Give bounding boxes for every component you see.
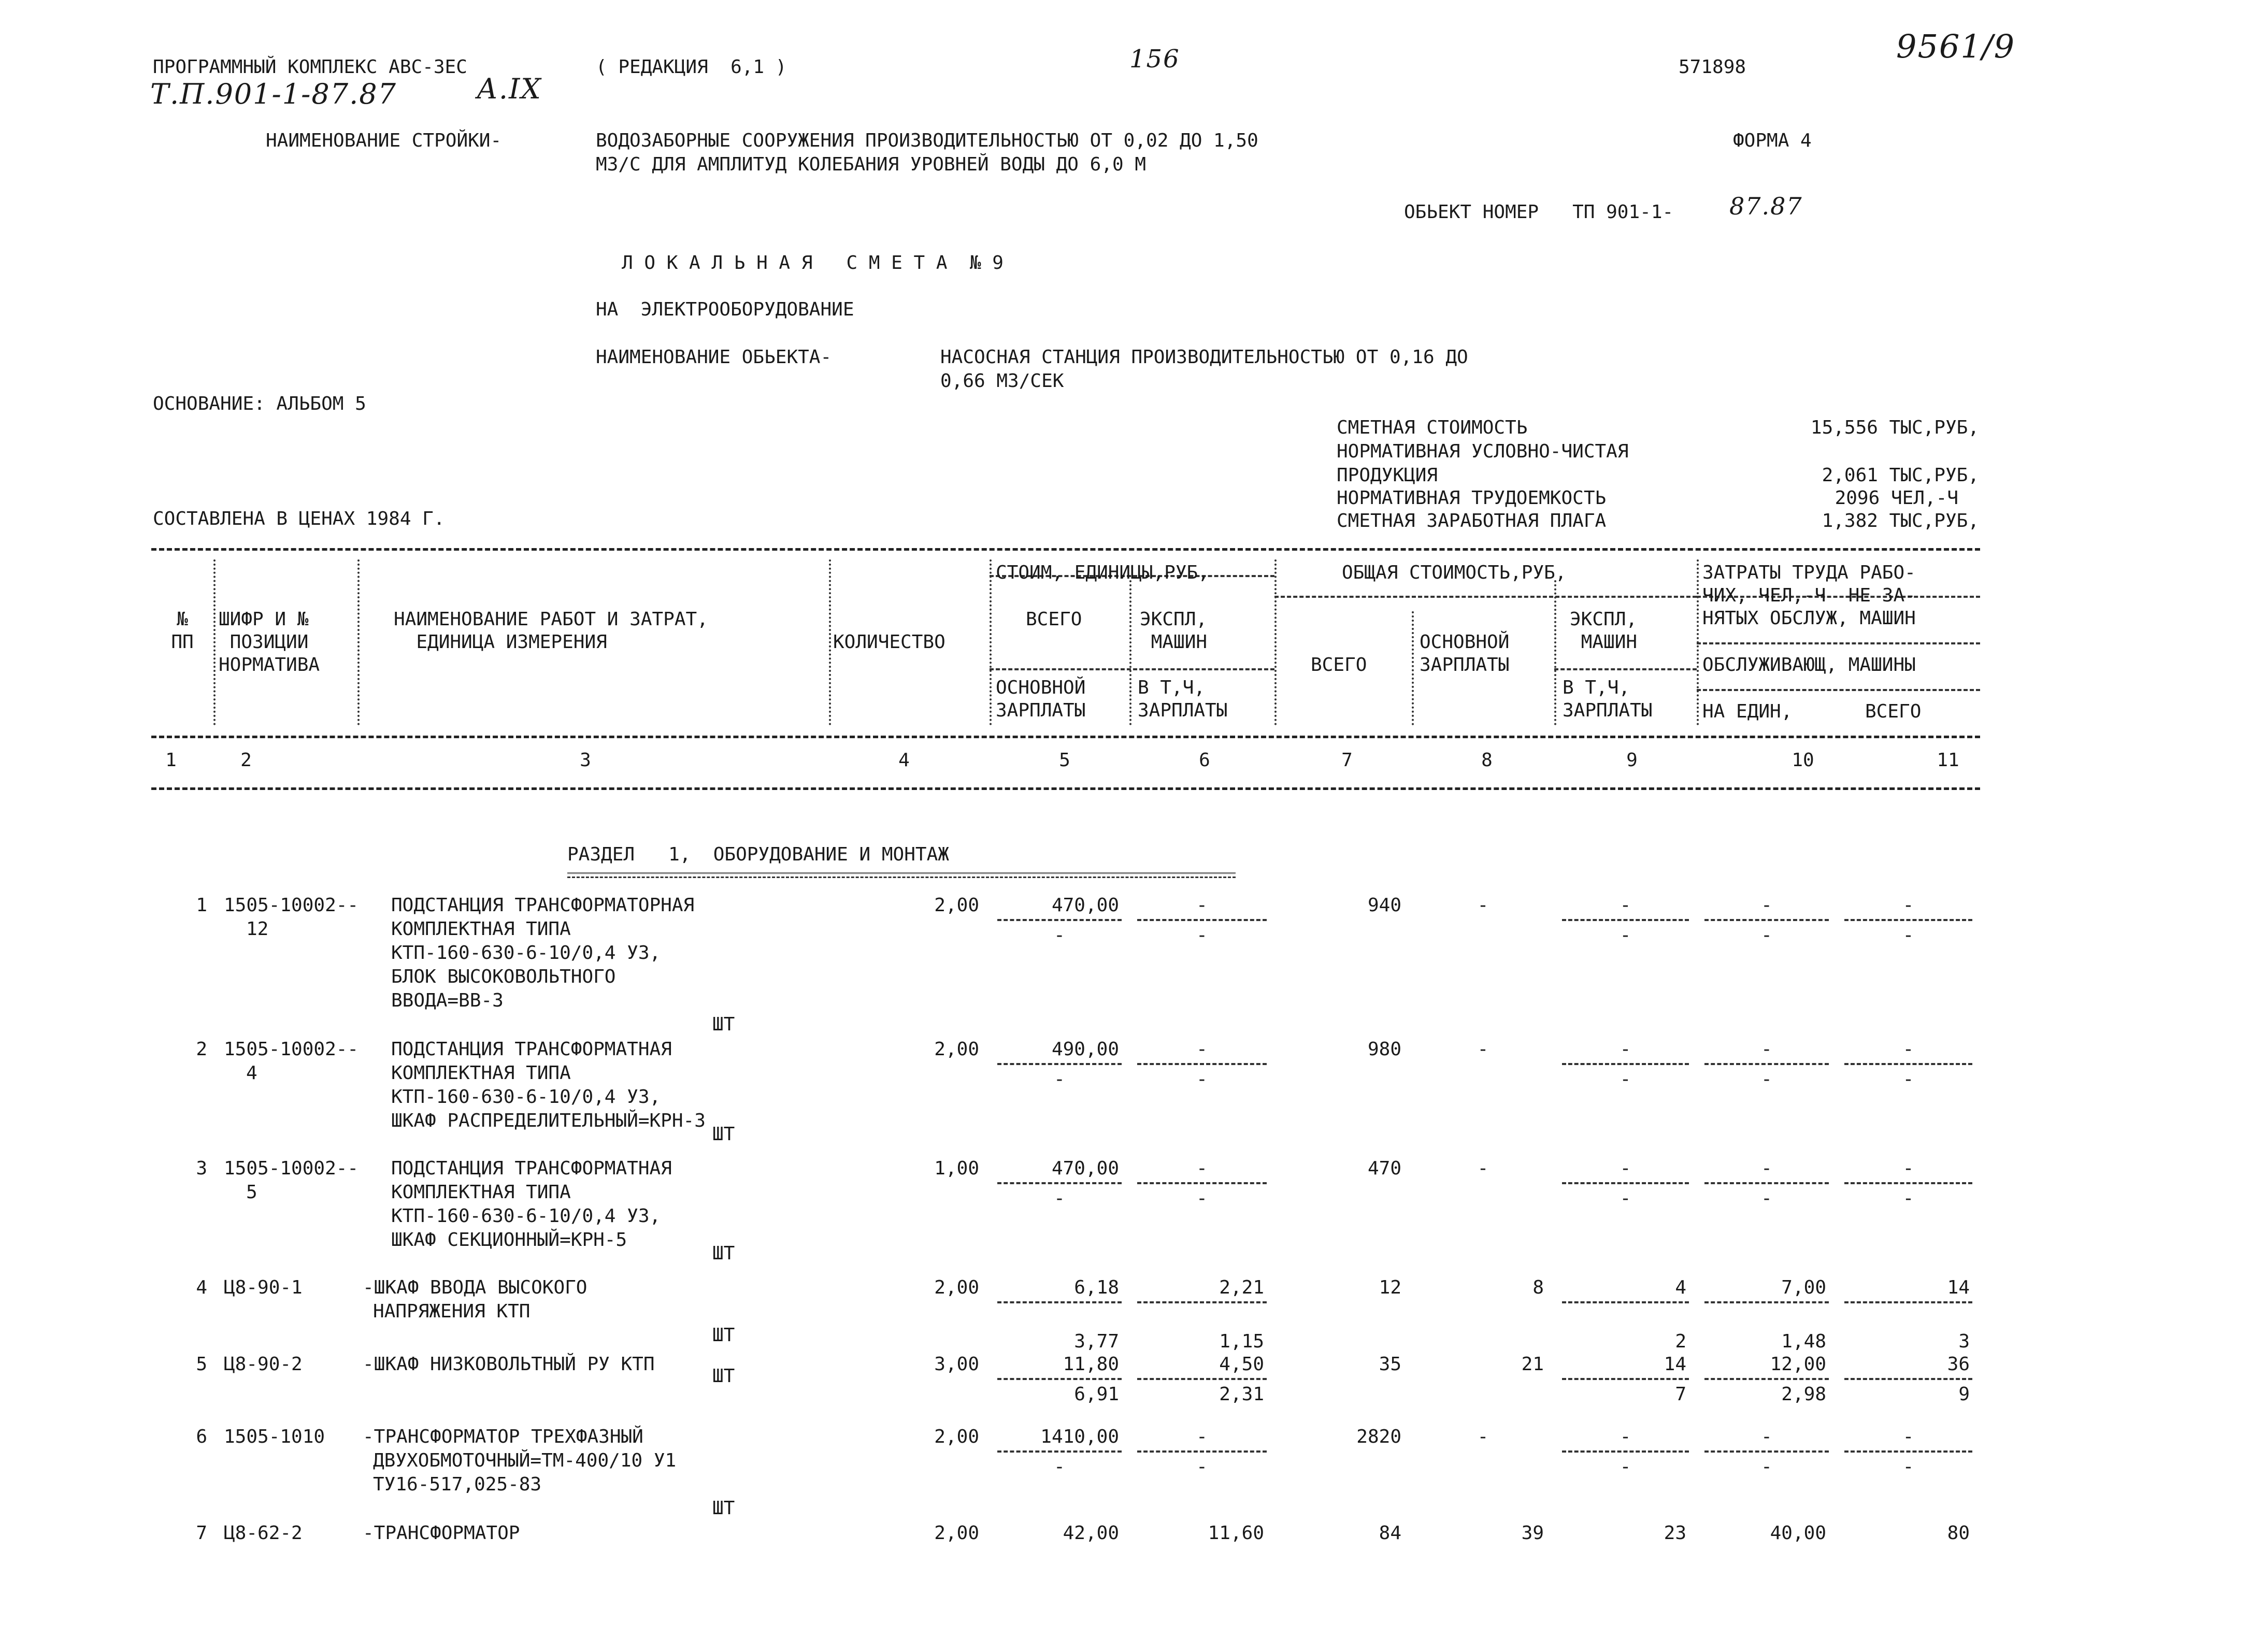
prices-year: СОСТАВЛЕНА В ЦЕНАХ 1984 Г. [153,508,445,529]
row-unit: ШТ [712,1498,735,1519]
row-mach: - [1196,1158,1208,1179]
estimate-subject: НА ЭЛЕКТРООБОРУДОВАНИЕ [596,299,854,320]
row-qty: 2,00 [934,895,979,916]
cell-rule [997,919,1122,921]
row-price: 470,00 [1051,895,1119,916]
row-code: Ц8-62-2 [224,1522,303,1544]
row-unit: ШТ [712,1014,735,1035]
row-qty: 3,00 [934,1354,979,1375]
row-tmach: 23 [1664,1522,1686,1544]
row-lunit: - [1761,1456,1772,1477]
header-sub-rule [1697,689,1980,691]
row-price: 6,91 [1074,1384,1119,1405]
row-name: КОМПЛЕКТНАЯ ТИПА [391,1182,571,1203]
summary-label-3: ПРОДУКЦИЯ [1337,465,1438,486]
summary-value-3: 2,061 ТЫС,РУБ, [1822,465,1979,486]
column-number: 1 [165,750,177,771]
summary-label-4: НОРМАТИВНАЯ ТРУДОЕМКОСТЬ [1337,487,1607,509]
page-number: 156 [1129,45,1180,74]
row-unit: ШТ [712,1243,735,1264]
row-mach: - [1196,895,1208,916]
cell-rule [1844,1301,1972,1303]
handwritten-tp: Т.П.901-1-87.87 [150,78,397,110]
basis: ОСНОВАНИЕ: АЛЬБОМ 5 [153,393,366,414]
row-base: 39 [1521,1522,1544,1544]
cell-rule [1562,1378,1689,1380]
row-lunit: - [1761,1158,1772,1179]
summary-label-5: СМЕТНАЯ ЗАРАБОТНАЯ ПЛАГА [1337,510,1607,531]
row-price: - [1054,925,1065,946]
column-number: 8 [1481,750,1493,771]
row-name: КОМПЛЕКТНАЯ ТИПА [391,918,571,940]
col-header-labor: ЗАТРАТЫ ТРУДА РАБО- ЧИХ, ЧЕЛ,-Ч НЕ ЗА- НЯТЫХ ОБСЛУЖ, МАШИН [1702,562,1916,629]
row-tmach: - [1620,925,1631,946]
row-ltotal: - [1902,1039,1914,1060]
column-number: 7 [1341,750,1353,771]
row-total: 12 [1379,1277,1401,1298]
construction-line1: ВОДОЗАБОРНЫЕ СООРУЖЕНИЯ ПРОИЗВОДИТЕЛЬНОСТЬЮ ОТ 0,02 ДО 1,50 [596,130,1258,151]
object-line1: НАСОСНАЯ СТАНЦИЯ ПРОИЗВОДИТЕЛЬНОСТЬЮ ОТ 0,16 ДО [940,347,1468,368]
column-number: 10 [1792,750,1814,771]
column-number: 2 [240,750,252,771]
row-mach: - [1196,1039,1208,1060]
row-tmach: 2 [1675,1331,1686,1352]
row-base: - [1477,895,1489,916]
row-tmach: - [1620,1456,1631,1477]
row-qty: 2,00 [934,1522,979,1544]
row-ltotal: 9 [1958,1384,1970,1405]
col-header-n: № ПП [171,609,194,653]
cell-rule [1137,919,1267,921]
row-tmach: - [1620,1188,1631,1209]
cell-rule [997,1063,1122,1065]
row-lunit: - [1761,1069,1772,1090]
object-number-handwritten: 87.87 [1729,192,1803,220]
row-ltotal: - [1902,895,1914,916]
cell-rule [1704,1063,1829,1065]
row-name: -ТРАНСФОРМАТОР [363,1522,520,1544]
row-mach: 11,60 [1208,1522,1264,1544]
row-number: 2 [196,1039,207,1060]
edition: ( РЕДАКЦИЯ 6,1 ) [596,56,787,78]
row-name: -ШКАФ НИЗКОВОЛЬТНЫЙ РУ КТП [363,1354,655,1375]
row-ltotal: - [1902,1188,1914,1209]
col-header-unit-incl-wage: В Т,Ч, ЗАРПЛАТЫ [1138,677,1228,721]
row-name: БЛОК ВЫСОКОВОЛЬТНОГО [391,966,616,987]
row-total: 84 [1379,1522,1401,1544]
row-qty: 2,00 [934,1426,979,1447]
row-name: -ШКАФ ВВОДА ВЫСОКОГО [363,1277,588,1298]
row-lunit: 1,48 [1781,1331,1826,1352]
header-sub-rule [1274,596,1697,598]
row-number: 4 [196,1277,207,1298]
row-name: ВВОДА=ВВ-3 [391,990,504,1011]
col-header-total-incl-wage: В Т,Ч, ЗАРПЛАТЫ [1563,677,1653,721]
row-total: 35 [1379,1354,1401,1375]
col-sep [829,559,831,725]
row-mach: - [1196,1426,1208,1447]
cell-rule [1137,1063,1267,1065]
row-price: 42,00 [1063,1522,1119,1544]
row-total: 980 [1367,1039,1401,1060]
row-qty: 2,00 [934,1277,979,1298]
row-lunit: - [1761,1426,1772,1447]
cell-rule [1562,919,1689,921]
row-base: 21 [1521,1354,1544,1375]
row-code: 1505-10002-- [224,1158,359,1179]
cell-rule [1844,919,1972,921]
row-unit: ШТ [712,1366,735,1387]
handwritten-album: А.IX [477,73,542,105]
row-tmach: 4 [1675,1277,1686,1298]
row-lunit: 12,00 [1770,1354,1826,1375]
col-header-labor-unit: НА ЕДИН, [1702,701,1793,722]
row-price: - [1054,1456,1065,1477]
row-number: 6 [196,1426,207,1447]
col-header-total-machines: ЭКСПЛ, МАШИН [1570,609,1638,653]
cell-rule [1137,1182,1267,1184]
row-ltotal: - [1902,1069,1914,1090]
row-name: КТП-160-630-6-10/0,4 У3, [391,1205,661,1227]
summary-value-1: 15,556 ТЫС,РУБ, [1810,417,1979,438]
col-sep [213,559,216,725]
cell-rule [1562,1182,1689,1184]
col-header-unit-cost: СТОИМ, ЕДИНИЦЫ,РУБ, [996,562,1209,583]
cell-rule [1137,1301,1267,1303]
summary-label-1: СМЕТНАЯ СТОИМОСТЬ [1337,417,1528,438]
cell-rule [1137,1450,1267,1453]
cell-rule [1704,1378,1829,1380]
row-number: 3 [196,1158,207,1179]
row-total: 470 [1367,1158,1401,1179]
header-top-rule [151,548,1980,551]
col-header-unit-base-wage: ОСНОВНОЙ ЗАРПЛАТЫ [996,677,1086,721]
row-lunit: 7,00 [1781,1277,1826,1298]
header-bottom-rule [151,787,1980,790]
col-sep [1412,611,1414,725]
column-number: 9 [1626,750,1638,771]
column-number: 3 [580,750,591,771]
program-name: ПРОГРАММНЫЙ КОМПЛЕКС АВС-3ЕС [153,56,467,78]
cell-rule [1704,1301,1829,1303]
row-code-cont: 4 [246,1062,257,1084]
row-mach: - [1196,1188,1208,1209]
row-mach: - [1196,925,1208,946]
row-tmach: 14 [1664,1354,1686,1375]
col-header-total-base-wage: ОСНОВНОЙ ЗАРПЛАТЫ [1420,631,1510,676]
row-code: 1505-10002-- [224,895,359,916]
header-sub-rule [1697,642,1980,644]
cell-rule [1844,1378,1972,1380]
row-lunit: - [1761,1188,1772,1209]
cell-rule [1137,1378,1267,1380]
section-underline [567,872,1236,878]
row-mach: - [1196,1456,1208,1477]
cell-rule [997,1301,1122,1303]
row-ltotal: - [1902,1158,1914,1179]
col-header-code: ШИФР И № ПОЗИЦИИ НОРМАТИВА [219,609,320,676]
cell-rule [1704,1182,1829,1184]
row-ltotal: - [1902,1426,1914,1447]
row-name: -ТРАНСФОРМАТОР ТРЕХФАЗНЫЙ [363,1426,643,1447]
cell-rule [997,1450,1122,1453]
cell-rule [1562,1063,1689,1065]
row-name: ШКАФ РАСПРЕДЕЛИТЕЛЬНЫЙ=КРН-3 [391,1110,706,1131]
row-ltotal: - [1902,925,1914,946]
row-code: Ц8-90-2 [224,1354,303,1375]
cell-rule [1704,1450,1829,1453]
cell-rule [1562,1301,1689,1303]
row-price: 470,00 [1051,1158,1119,1179]
cell-rule [997,1378,1122,1380]
col-sep [1554,580,1556,725]
row-name: ШКАФ СЕКЦИОННЫЙ=КРН-5 [391,1229,627,1251]
row-qty: 1,00 [934,1158,979,1179]
row-code: 1505-10002-- [224,1039,359,1060]
row-tmach: - [1620,1426,1631,1447]
row-ltotal: - [1902,1456,1914,1477]
col-header-total-cost: ОБЩАЯ СТОИМОСТЬ,РУБ, [1342,562,1567,583]
col-sep [1129,580,1131,725]
construction-label: НАИМЕНОВАНИЕ СТРОЙКИ- [266,130,502,151]
row-lunit: - [1761,895,1772,916]
object-number-label: ОБЬЕКТ НОМЕР ТП 901-1- [1404,202,1674,223]
row-name: ПОДСТАНЦИЯ ТРАНСФОРМАТНАЯ [391,1158,672,1179]
row-name: ДВУХОБМОТОЧНЫЙ=ТМ-400/10 У1 [373,1450,677,1471]
row-name: ПОДСТАНЦИЯ ТРАНСФОРМАТНАЯ [391,1039,672,1060]
row-name: ПОДСТАНЦИЯ ТРАНСФОРМАТОРНАЯ [391,895,695,916]
row-name: КТП-160-630-6-10/0,4 У3, [391,1086,661,1108]
row-number: 1 [196,895,207,916]
object-line2: 0,66 М3/СЕК [940,370,1064,392]
row-code: Ц8-90-1 [224,1277,303,1298]
column-number: 6 [1199,750,1210,771]
header-sub-rule [990,668,1274,670]
col-sep [1274,559,1277,725]
row-mach: 1,15 [1219,1331,1264,1352]
row-qty: 2,00 [934,1039,979,1060]
col-sep [357,559,360,725]
cell-rule [1704,919,1829,921]
row-unit: ШТ [712,1325,735,1346]
row-code-cont: 5 [246,1182,257,1203]
col-header-qty: КОЛИЧЕСТВО [833,631,945,653]
row-code-cont: 12 [246,918,269,940]
cell-rule [1844,1450,1972,1453]
row-base: - [1477,1158,1489,1179]
row-lunit: 2,98 [1781,1384,1826,1405]
cell-rule [1844,1182,1972,1184]
row-mach: 2,31 [1219,1384,1264,1405]
form-label: ФОРМА 4 [1733,130,1812,151]
row-price: - [1054,1069,1065,1090]
summary-label-2: НОРМАТИВНАЯ УСЛОВНО-ЧИСТАЯ [1337,441,1629,462]
row-price: - [1054,1188,1065,1209]
row-ltotal: 3 [1958,1331,1970,1352]
row-lunit: - [1761,925,1772,946]
row-base: - [1477,1039,1489,1060]
row-name: КОМПЛЕКТНАЯ ТИПА [391,1062,571,1084]
header-sub-rule [1554,668,1697,670]
row-number: 5 [196,1354,207,1375]
row-code: 1505-1010 [224,1426,325,1447]
doc-code: 571898 [1679,56,1746,78]
column-number: 4 [898,750,910,771]
row-lunit: 40,00 [1770,1522,1826,1544]
row-price: 3,77 [1074,1331,1119,1352]
construction-line2: М3/С ДЛЯ АМПЛИТУД КОЛЕБАНИЯ УРОВНЕЙ ВОДЫ ДО 6,0 М [596,154,1147,175]
row-total: 2820 [1356,1426,1401,1447]
row-price: 490,00 [1051,1039,1119,1060]
column-number: 11 [1937,750,1959,771]
col-header-labor-total: ВСЕГО [1865,701,1922,722]
col-sep [990,559,992,725]
col-header-unit-total: ВСЕГО [1026,609,1082,630]
row-mach: 2,21 [1219,1277,1264,1298]
row-name: НАПРЯЖЕНИЯ КТП [373,1301,531,1322]
estimate-title: Л О К А Л Ь Н А Я С М Е Т А № 9 [622,252,1004,274]
cell-rule [1562,1450,1689,1453]
row-tmach: - [1620,1069,1631,1090]
col-header-labor-service: ОБСЛУЖИВАЮЩ, МАШИНЫ [1702,654,1916,676]
row-tmach: 7 [1675,1384,1686,1405]
row-mach: 4,50 [1219,1354,1264,1375]
row-ltotal: 14 [1947,1277,1970,1298]
col-header-name: НАИМЕНОВАНИЕ РАБОТ И ЗАТРАТ, ЕДИНИЦА ИЗМЕРЕНИЯ [394,609,708,653]
column-number: 5 [1059,750,1070,771]
handwritten-code: 9561/9 [1896,27,2016,65]
row-price: 6,18 [1074,1277,1119,1298]
row-price: 1410,00 [1040,1426,1119,1447]
row-base: - [1477,1426,1489,1447]
row-lunit: - [1761,1039,1772,1060]
object-label: НАИМЕНОВАНИЕ ОБЬЕКТА- [596,347,832,368]
row-unit: ШТ [712,1124,735,1145]
row-tmach: - [1620,1158,1631,1179]
cell-rule [997,1182,1122,1184]
row-price: 11,80 [1063,1354,1119,1375]
row-ltotal: 80 [1947,1522,1970,1544]
summary-value-5: 1,382 ТЫС,РУБ, [1822,510,1979,531]
row-base: 8 [1532,1277,1544,1298]
summary-value-4: 2096 ЧЕЛ,-Ч [1835,487,1958,509]
col-header-unit-machines: ЭКСПЛ, МАШИН [1140,609,1208,653]
row-number: 7 [196,1522,207,1544]
col-header-total-all: ВСЕГО [1311,654,1367,676]
cell-rule [1844,1063,1972,1065]
row-name: КТП-160-630-6-10/0,4 У3, [391,942,661,964]
row-tmach: - [1620,1039,1631,1060]
row-ltotal: 36 [1947,1354,1970,1375]
row-total: 940 [1367,895,1401,916]
row-name: ТУ16-517,025-83 [373,1474,542,1495]
row-tmach: - [1620,895,1631,916]
section-title: РАЗДЕЛ 1, ОБОРУДОВАНИЕ И МОНТАЖ [567,844,949,865]
row-mach: - [1196,1069,1208,1090]
header-mid-rule [151,736,1980,738]
